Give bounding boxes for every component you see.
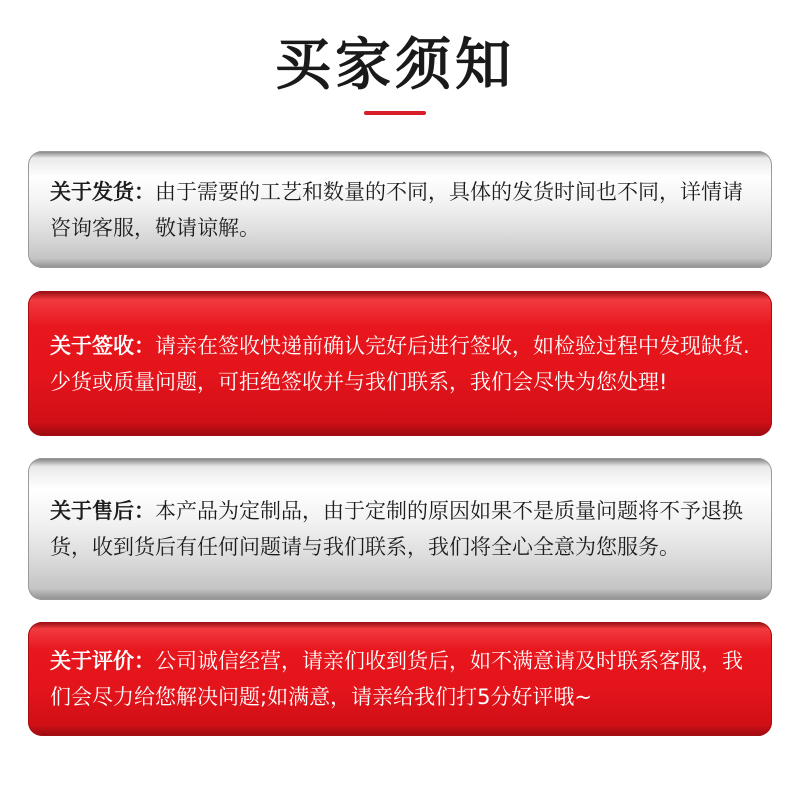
- notice-signing-label: 关于签收：: [50, 333, 155, 358]
- notice-signing-body: [50, 328, 750, 400]
- notice-aftersales-label: 关于售后：: [50, 499, 155, 523]
- notice-signing-text: 请亲在签收快递前确认完好后进行签收，如检验过程中发现缺货.少货或质量问题，可拒绝签收并与我们联系，我们会尽快为您处理!: [50, 333, 750, 394]
- notice-signing: [28, 291, 772, 436]
- notice-review: [28, 622, 772, 736]
- notice-aftersales: [28, 458, 772, 600]
- notice-shipping-text: 由于需要的工艺和数量的不同，具体的发货时间也不同，详情请咨询客服，敬请谅解。: [50, 179, 743, 240]
- notice-aftersales-body: [50, 493, 750, 565]
- notice-shipping-label: 关于发货：: [50, 179, 155, 204]
- notice-aftersales-text: 本产品为定制品，由于定制的原因如果不是质量问题将不予退换货，收到货后有任何问题请与我们联系，我们将全心全意为您服务。: [50, 499, 743, 559]
- notice-shipping-body: [50, 174, 750, 246]
- notice-shipping: [28, 151, 772, 268]
- title-underline: [364, 111, 426, 115]
- notice-review-label: 关于评价：: [50, 649, 155, 673]
- notice-review-body: [50, 643, 750, 715]
- notice-review-text: 公司诚信经营，请亲们收到货后，如不满意请及时联系客服，我们会尽力给您解决问题;如满意，请亲给我们打5分好评哦~: [50, 649, 743, 709]
- page-title: 买家须知: [275, 33, 515, 98]
